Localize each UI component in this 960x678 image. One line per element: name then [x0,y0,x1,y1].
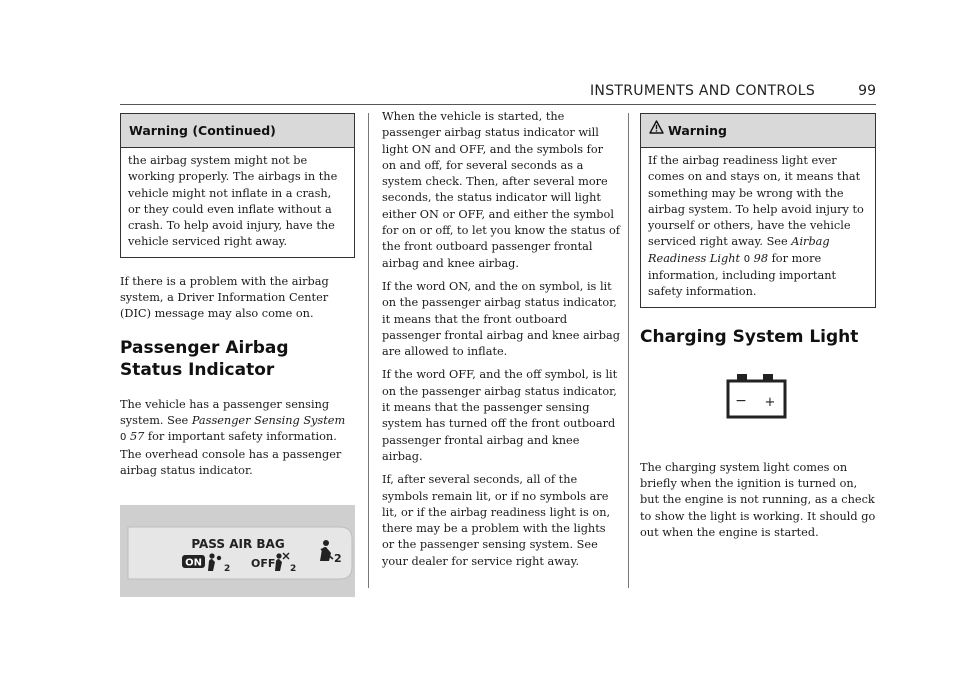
page-ref-arrow-icon: 0 [120,432,127,444]
airbag-indicator-svg [120,505,355,597]
on-symbol-paragraph: If the word ON, and the on symbol, is lit on the passenger airbag status indicator, it means that the front outboard passenger frontal airbag and knee airbag are allowed to inflate. [382,279,620,359]
battery-icon [640,370,876,442]
battery-minus-icon: − [735,392,747,409]
warning-box [640,113,876,308]
off-symbol-paragraph: If the word OFF, and the off symbol, is lit on the passenger airbag status indicator, it means that the passenger sensing system has turned off the front outboard passenger frontal airbag and knee airbag. [382,368,618,463]
page-ref-arrow-icon: 0 [743,253,751,265]
column-left [120,113,355,597]
passenger-airbag-heading: Passenger Airbag Status Indicator [120,337,289,380]
charging-system-heading: Charging System Light [640,326,859,347]
airbag-readiness-link[interactable]: Airbag Readiness Light [648,235,830,265]
warning-continued-text: the airbag system might not be working properly. The airbags in the vehicle might not inflate in a crash, or they could even inflate without a crash. To help avoid injury, have the vehicle serviced right away. [128,154,338,249]
warning-continued-box [120,113,355,258]
para-text: The vehicle has a passenger sensing system. See [120,397,330,427]
warning-text-a: If the airbag readiness light ever comes on and stays on, it means that something may be wrong with the airbag system. To help avoid injury to yourself or others, have the vehicle serviced right away. See [648,154,864,249]
column-middle [382,110,620,577]
column-divider-1 [368,113,369,588]
battery-plus-icon: + [764,394,776,410]
seatbelt-seat-number: 2 [334,552,342,566]
charging-light-paragraph: The charging system light comes on briefly when the ignition is turned on, but the engine is not running, as a check to show the light is working. It should go out when the engine is started. [640,460,876,539]
passenger-sensing-link[interactable]: Passenger Sensing System [191,413,346,427]
airbag-problem-paragraph: If there is a problem with the airbag system, a Driver Information Center (DIC) message may also come on. [120,274,329,321]
charging-light-image [640,370,876,442]
passenger-sensing-paragraph [120,397,355,479]
pass-airbag-label: PASS AIR BAG [191,537,285,552]
warning-title: Warning [668,123,727,138]
column-divider-2 [628,113,629,588]
page-ref-57[interactable]: 57 [129,430,145,444]
warning-title-bar [641,114,875,148]
pass-airbag-indicator-image [120,505,355,597]
problem-symbols-paragraph: If, after several seconds, all of the symbols remain lit, or if no symbols are lit, or if the airbag readiness light is on, there may be a problem with the lights or the passenger sensing system. See your dealer for service right away. [382,473,611,568]
off-text: OFF [251,557,276,571]
warning-continued-title: Warning (Continued) [121,114,354,148]
on-seat-number: 2 [224,564,231,575]
warning-text-b: for more information, including important safety information. [648,251,837,299]
off-seat-number: 2 [290,564,297,575]
page-number: 99 [858,83,876,99]
header-rule [120,104,876,105]
column-right [640,113,876,548]
system-check-paragraph: When the vehicle is started, the passenger airbag status indicator will light ON and OFF, and the symbols for on and off, for several seconds as a system check. Then, after several more seconds, the status indicator will light either ON or OFF, and either the symbol for on or off, to let you know the status of the front outboard passenger frontal airbag and knee airbag. [382,110,620,270]
warning-triangle-icon [649,113,664,146]
para-text: for important safety information. The overhead console has a passenger airbag status indicator. [120,430,342,477]
on-text: ON [185,557,202,569]
warning-text [641,148,875,307]
page-ref-98[interactable]: 98 [753,251,769,265]
running-header-title: INSTRUMENTS AND CONTROLS [590,83,816,99]
